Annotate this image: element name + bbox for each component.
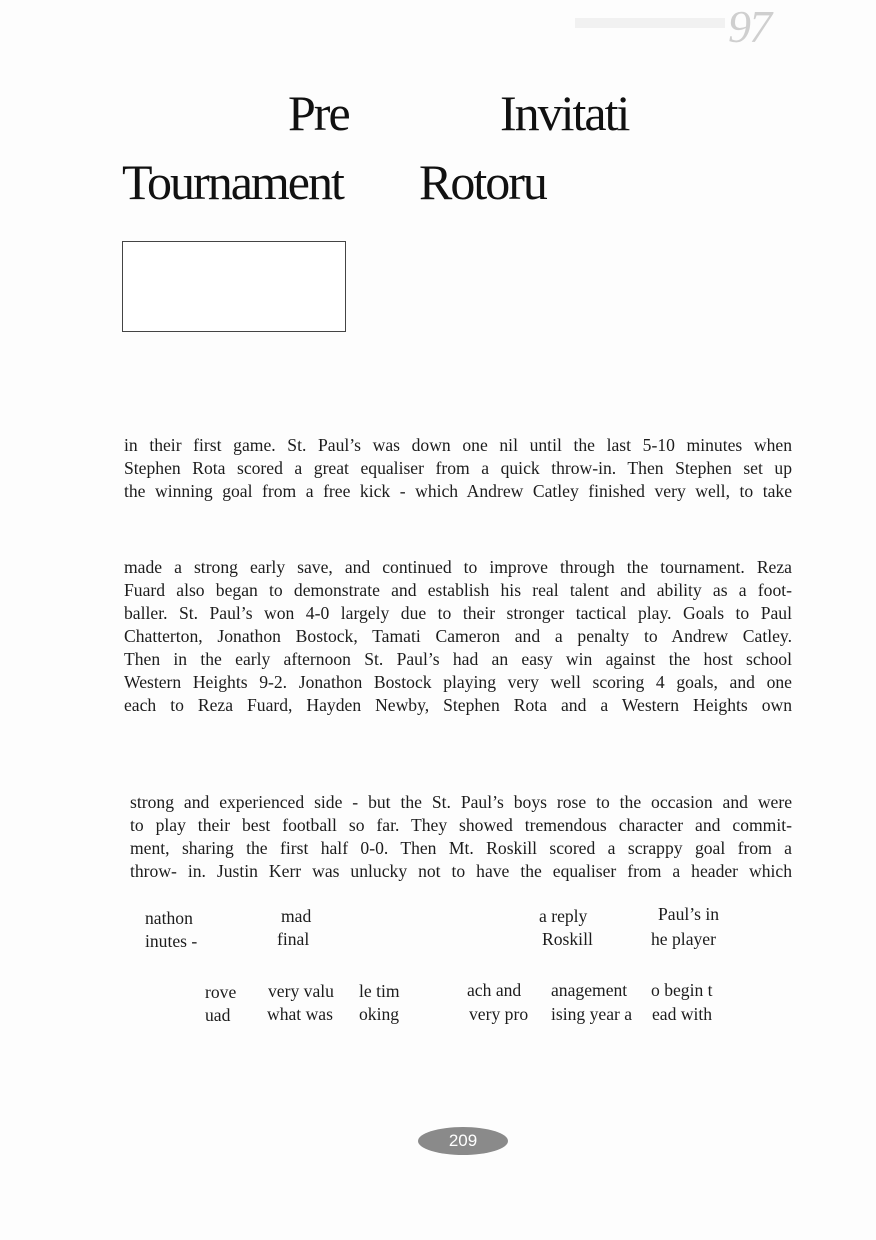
title-word-invitati: Invitati bbox=[500, 85, 629, 141]
fragment-text: uad bbox=[205, 1005, 231, 1025]
fragment-text: Roskill bbox=[542, 929, 593, 949]
fragment-text: Paul’s in bbox=[658, 904, 720, 924]
fragment-text: rove bbox=[205, 982, 237, 1002]
paragraph-line: each to Reza Fuard, Hayden Newby, Stephen Rota and a Western Heights own bbox=[124, 695, 792, 715]
title-word-pre: Pre bbox=[288, 85, 349, 141]
fragment-text: o begin t bbox=[651, 980, 713, 1000]
title-word-rotoru: Rotoru bbox=[419, 154, 546, 210]
fragment-text: inutes - bbox=[145, 931, 198, 951]
paragraph-line: Fuard also began to demonstrate and establish his real talent and ability as a foot- bbox=[124, 580, 792, 600]
paragraph-line: Western Heights 9-2. Jonathon Bostock playing very well scoring 4 goals, and one bbox=[124, 672, 792, 692]
fragment-text: ead with bbox=[652, 1004, 713, 1024]
paragraph-line: made a strong early save, and continued to improve through the tournament. Reza bbox=[124, 557, 792, 577]
paragraph-line: ment, sharing the first half 0-0. Then Mt. Roskill scored a scrappy goal from a bbox=[130, 838, 792, 858]
paragraph-line: baller. St. Paul’s won 4-0 largely due to their stronger tactical play. Goals to Paul bbox=[124, 603, 792, 623]
page-number-badge bbox=[418, 1127, 508, 1155]
paragraph-line: throw- in. Justin Kerr was unlucky not to have the equaliser from a header which bbox=[130, 861, 792, 881]
fragment-text: a reply bbox=[539, 906, 588, 926]
paragraph-line: Chatterton, Jonathon Bostock, Tamati Cameron and a penalty to Andrew Catley. bbox=[124, 626, 792, 646]
fragment-text: ising year a bbox=[551, 1004, 633, 1024]
scan-handwritten-number: 97 bbox=[728, 1, 770, 52]
fragment-text: he player bbox=[651, 929, 716, 949]
fragment-text: nathon bbox=[145, 908, 193, 928]
fragment-text: le tim bbox=[359, 981, 400, 1001]
scan-artifact-band bbox=[575, 18, 725, 28]
paragraph-line: Then in the early afternoon St. Paul’s had an easy win against the host school bbox=[124, 649, 792, 669]
page-number: 209 bbox=[448, 1131, 478, 1150]
fragment-text: oking bbox=[359, 1004, 400, 1024]
fragment-text: anagement bbox=[551, 980, 628, 1000]
fragment-text: what was bbox=[267, 1004, 333, 1024]
fragment-text: ach and bbox=[467, 980, 522, 1000]
fragment-text: very pro bbox=[469, 1004, 529, 1024]
paragraph-line: the winning goal from a free kick - which Andrew Catley finished very well, to take bbox=[124, 481, 792, 501]
fragment-text: very valu bbox=[268, 981, 334, 1001]
paragraph-line: strong and experienced side - but the St. Paul’s boys rose to the occasion and were bbox=[130, 792, 792, 812]
title-word-tournament: Tournament bbox=[122, 154, 343, 210]
paragraph-2 bbox=[124, 556, 792, 717]
paragraph-3 bbox=[130, 791, 792, 883]
paragraph-line: in their first game. St. Paul’s was down one nil until the last 5-10 minutes when bbox=[124, 435, 792, 455]
paragraph-line: to play their best football so far. They showed tremendous character and commit- bbox=[130, 815, 792, 835]
fragment-text: final bbox=[277, 929, 310, 949]
photo-placeholder-frame bbox=[122, 241, 346, 332]
fragment-text: mad bbox=[281, 906, 312, 926]
paragraph-1 bbox=[124, 434, 792, 503]
paragraph-line: Stephen Rota scored a great equaliser from a quick throw-in. Then Stephen set up bbox=[124, 458, 792, 478]
